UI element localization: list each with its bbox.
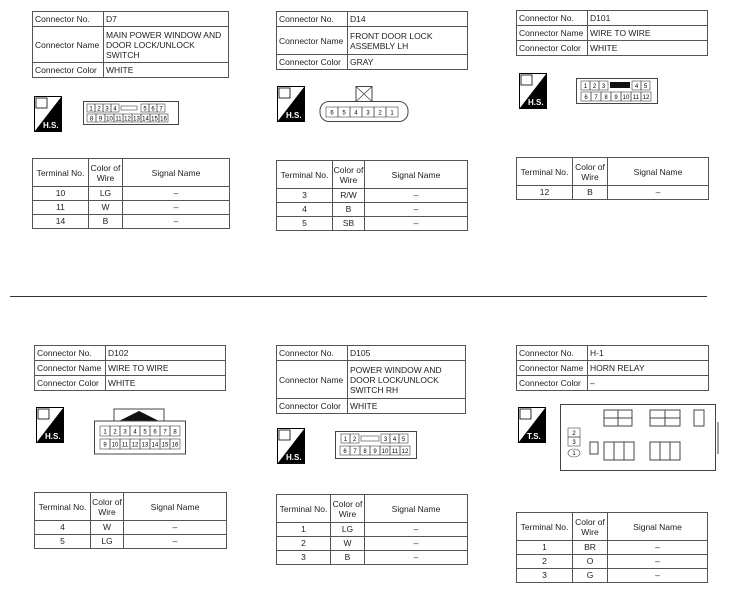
pin-2: 2 [113,429,117,436]
connector-name-value: WIRE TO WIRE [106,361,226,376]
col-terminal-no: Terminal No. [517,513,573,541]
pin-8: 8 [173,429,177,436]
connector-name-value: HORN RELAY [588,361,709,376]
pin-4: 4 [113,106,117,113]
connector-no-value: D14 [348,12,468,27]
col-terminal-no: Terminal No. [35,493,91,521]
pin-7: 7 [353,449,357,455]
harness-side-icon [519,73,547,109]
pin-10: 10 [106,116,113,123]
pin-13: 13 [133,116,140,123]
table-row: 2 O – [517,555,708,569]
pin-3: 3 [572,440,576,446]
connector-no-value: D101 [588,11,708,26]
pin-4: 4 [133,429,137,436]
label-connector-no: Connector No. [517,11,588,26]
pin-1: 1 [103,429,107,436]
pin-7: 7 [159,106,163,113]
pin-9: 9 [373,449,377,455]
pin-12: 12 [642,95,650,101]
pin-2: 2 [97,106,101,113]
connector-color-value: WHITE [588,41,708,56]
terminal-table-d102 [34,492,227,549]
pin-11: 11 [632,95,640,101]
connector-no-value: D105 [348,346,466,361]
col-signal-name: Signal Name [365,161,468,189]
hs-label: H.S. [528,98,544,107]
connector-name-value: POWER WINDOW AND DOOR LOCK/UNLOCK SWITCH RH [348,361,466,399]
pin-8: 8 [89,116,94,123]
connector-d105-info [276,345,466,414]
pin-3: 3 [366,110,370,117]
label-connector-color: Connector Color [517,376,588,391]
connector-no-value: H-1 [588,346,709,361]
pin-9: 9 [98,116,103,123]
pin-6: 6 [343,449,347,455]
label-connector-no: Connector No. [33,12,104,27]
terminal-table-d7 [32,158,230,229]
col-color-of-wire: Color of Wire [573,158,608,186]
label-connector-no: Connector No. [517,346,588,361]
connector-d102-info [34,345,226,391]
pin-5: 5 [342,110,346,117]
col-color-of-wire: Color of Wire [331,495,365,523]
label-connector-color: Connector Color [33,63,104,78]
section-divider [10,296,707,297]
pin-6: 6 [153,429,157,436]
connector-d7-face [83,101,179,130]
pin-7: 7 [163,429,167,436]
hs-label: H.S. [43,121,59,130]
hs-label: H.S. [286,453,302,462]
harness-side-icon [277,428,305,464]
connector-color-value: WHITE [106,376,226,391]
pin-3: 3 [601,84,606,90]
pin-1: 1 [390,110,394,117]
pin-5: 5 [643,84,648,90]
col-terminal-no: Terminal No. [33,159,89,187]
pin-5: 5 [143,429,147,436]
pin-4: 4 [634,84,639,90]
pin-15: 15 [161,442,169,449]
pin-10: 10 [622,95,630,101]
pin-12: 12 [131,442,139,449]
label-connector-no: Connector No. [35,346,106,361]
pin-16: 16 [160,116,167,123]
pin-6: 6 [584,95,588,101]
pin-9: 9 [614,95,618,101]
connector-d14-face [318,86,410,129]
terminal-table-d14 [276,160,468,231]
pin-14: 14 [142,116,149,123]
label-connector-name: Connector Name [517,26,588,41]
connector-d7-info [32,11,229,78]
table-row: 3 B – [277,551,468,565]
table-row: 1 BR – [517,541,708,555]
connector-no-value: D102 [106,346,226,361]
connector-color-value: WHITE [348,399,466,414]
label-connector-no: Connector No. [277,346,348,361]
connector-h1-face [560,404,722,477]
pin-5: 5 [401,437,406,443]
pin-14: 14 [151,442,159,449]
pin-1: 1 [343,437,348,443]
pin-3: 3 [105,106,109,113]
pin-2: 2 [572,431,576,437]
connector-name-value: FRONT DOOR LOCK ASSEMBLY LH [348,27,468,55]
pin-15: 15 [151,116,158,123]
connector-d105-face [335,431,417,464]
pin-10: 10 [111,442,119,449]
table-row: 3 G – [517,569,708,583]
pin-8: 8 [604,95,608,101]
pin-16: 16 [171,442,179,449]
connector-name-value: MAIN POWER WINDOW AND DOOR LOCK/UNLOCK SWITCH [104,27,229,63]
pin-7: 7 [594,95,598,101]
label-connector-color: Connector Color [35,376,106,391]
pin-13: 13 [141,442,149,449]
connector-color-value: – [588,376,709,391]
table-row: 2 W – [277,537,468,551]
hs-label: H.S. [45,432,61,441]
label-connector-name: Connector Name [277,27,348,55]
col-signal-name: Signal Name [608,158,709,186]
pin-3: 3 [123,429,127,436]
connector-d14-info [276,11,468,70]
pin-4: 4 [354,110,358,117]
connector-d101-face [576,78,658,109]
connector-d101-info [516,10,708,56]
pin-11: 11 [121,442,129,449]
connector-color-value: WHITE [104,63,229,78]
col-signal-name: Signal Name [124,493,227,521]
pin-2: 2 [352,437,357,443]
table-row: 3 R/W – [277,189,468,203]
connector-d102-face [94,407,186,460]
harness-side-icon [277,86,305,122]
harness-side-icon [34,96,62,132]
ts-label: T.S. [527,432,541,441]
col-signal-name: Signal Name [123,159,230,187]
table-row: 14 B – [33,215,230,229]
pin-8: 8 [363,449,367,455]
pin-11: 11 [391,449,399,455]
pin-6: 6 [151,106,155,113]
pin-11: 11 [115,116,122,123]
label-connector-color: Connector Color [277,55,348,70]
terminal-side-icon [518,407,546,443]
connector-name-value: WIRE TO WIRE [588,26,708,41]
pin-2: 2 [378,110,382,117]
col-signal-name: Signal Name [365,495,468,523]
terminal-table-h1 [516,512,708,583]
connector-h1-info [516,345,709,391]
table-row: 5 LG – [35,535,227,549]
col-color-of-wire: Color of Wire [573,513,608,541]
table-row: 1 LG – [277,523,468,537]
table-row: 4 B – [277,203,468,217]
pin-1: 1 [89,106,93,113]
table-row: 5 SB – [277,217,468,231]
connector-color-value: GRAY [348,55,468,70]
col-terminal-no: Terminal No. [277,161,333,189]
label-connector-color: Connector Color [517,41,588,56]
connector-no-value: D7 [104,12,229,27]
col-color-of-wire: Color of Wire [91,493,124,521]
table-row: 4 W – [35,521,227,535]
table-row: 11 W – [33,201,230,215]
pin-12: 12 [401,449,409,455]
hs-label: H.S. [286,111,302,120]
col-color-of-wire: Color of Wire [333,161,365,189]
label-connector-no: Connector No. [277,12,348,27]
pin-4: 4 [392,437,397,443]
label-connector-name: Connector Name [517,361,588,376]
col-signal-name: Signal Name [608,513,708,541]
terminal-table-d101 [516,157,709,200]
pin-10: 10 [381,449,389,455]
label-connector-name: Connector Name [277,361,348,399]
table-row: 12 B – [517,186,709,200]
pin-3: 3 [383,437,388,443]
col-terminal-no: Terminal No. [517,158,573,186]
harness-side-icon [36,407,64,443]
pin-6: 6 [330,110,334,117]
pin-5: 5 [143,106,147,113]
label-connector-name: Connector Name [35,361,106,376]
pin-2: 2 [592,84,597,90]
col-terminal-no: Terminal No. [277,495,331,523]
pin-9: 9 [103,442,107,449]
pin-1: 1 [572,451,576,457]
table-row: 10 LG – [33,187,230,201]
pin-1: 1 [583,84,588,90]
pin-12: 12 [124,116,131,123]
label-connector-name: Connector Name [33,27,104,63]
terminal-table-d105 [276,494,468,565]
label-connector-color: Connector Color [277,399,348,414]
col-color-of-wire: Color of Wire [89,159,123,187]
